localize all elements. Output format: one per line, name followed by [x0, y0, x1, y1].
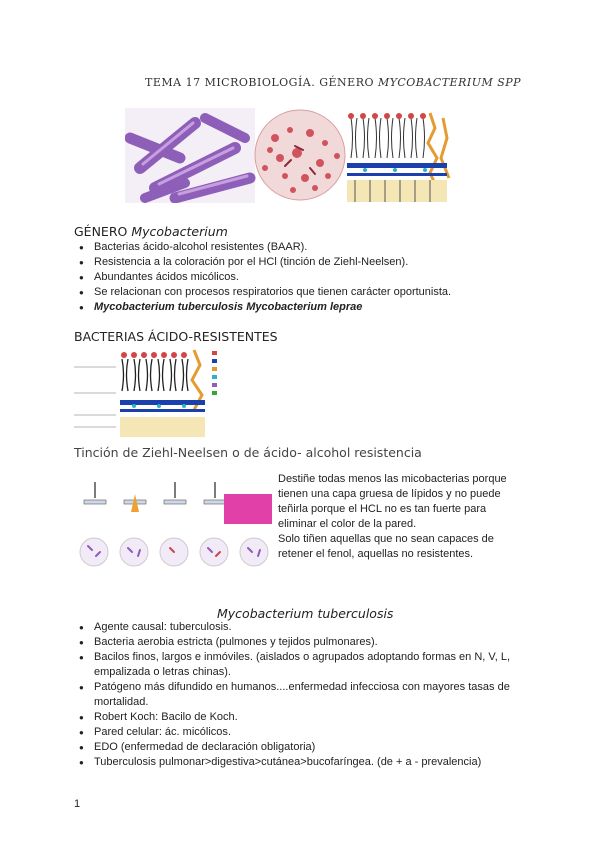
banner-image	[125, 108, 455, 203]
section-heading-ziehl-neelsen: Tinción de Ziehl-Neelsen o de ácido- alcohol resistencia	[74, 445, 422, 460]
list-item: ● Mycobacterium tuberculosis Mycobacterium leprae	[74, 300, 534, 315]
list-item: ● Agente causal: tuberculosis.	[74, 620, 534, 635]
section-heading-genero: GÉNERO Mycobacterium	[74, 224, 228, 239]
list-item: ● Robert Koch: Bacilo de Koch.	[74, 710, 534, 725]
list-item: ● Pared celular: ác. micólicos.	[74, 725, 534, 740]
list-item: ● Patógeno más difundido en humanos....enfermedad infecciosa con mayores tasas de mortalidad.	[74, 680, 534, 710]
list-item: ● Bacterias ácido-alcohol resistentes (BAAR).	[74, 240, 534, 255]
list-item: ● Abundantes ácidos micólicos.	[74, 270, 534, 285]
section-heading-acido-resistentes: BACTERIAS ÁCIDO-RESISTENTES	[74, 329, 278, 344]
section-heading-tuberculosis: Mycobacterium tuberculosis	[217, 606, 394, 621]
ziehl-neelsen-figure	[74, 472, 274, 592]
list-item: ● Se relacionan con procesos respiratorios que tienen carácter oportunista.	[74, 285, 534, 300]
tuberculosis-list	[74, 620, 534, 770]
list-item: ● EDO (enfermedad de declaración obligatoria)	[74, 740, 534, 755]
genero-list	[74, 240, 534, 315]
list-item: ● Tuberculosis pulmonar>digestiva>cutánea>bucofaríngea. (de + a - prevalencia)	[74, 755, 534, 770]
ziehl-neelsen-paragraph: Destiñe todas menos las micobacterias porque tienen una capa gruesa de lípidos y no puede teñirla porque el HCL no es tan fuerte para eliminar el color de la pared. Solo tiñen aquellas que no sean capaces de retener el fenol, aquellas no resistentes.	[278, 473, 507, 560]
list-item: ● Bacteria aerobia estricta (pulmones y tejidos pulmonares).	[74, 635, 534, 650]
list-item: ● Resistencia a la coloración por el HCl (tinción de Ziehl-Neelsen).	[74, 255, 534, 270]
page-number: 1	[74, 798, 81, 810]
page-title: TEMA 17 MICROBIOLOGÍA. GÉNERO MYCOBACTERIUM SPP	[145, 76, 522, 89]
cell-wall-diagram	[74, 345, 244, 440]
list-item: ● Bacilos finos, largos e inmóviles. (aislados o agrupados adoptando formas en N, V, L, empalizada o letras chinas).	[74, 650, 534, 680]
